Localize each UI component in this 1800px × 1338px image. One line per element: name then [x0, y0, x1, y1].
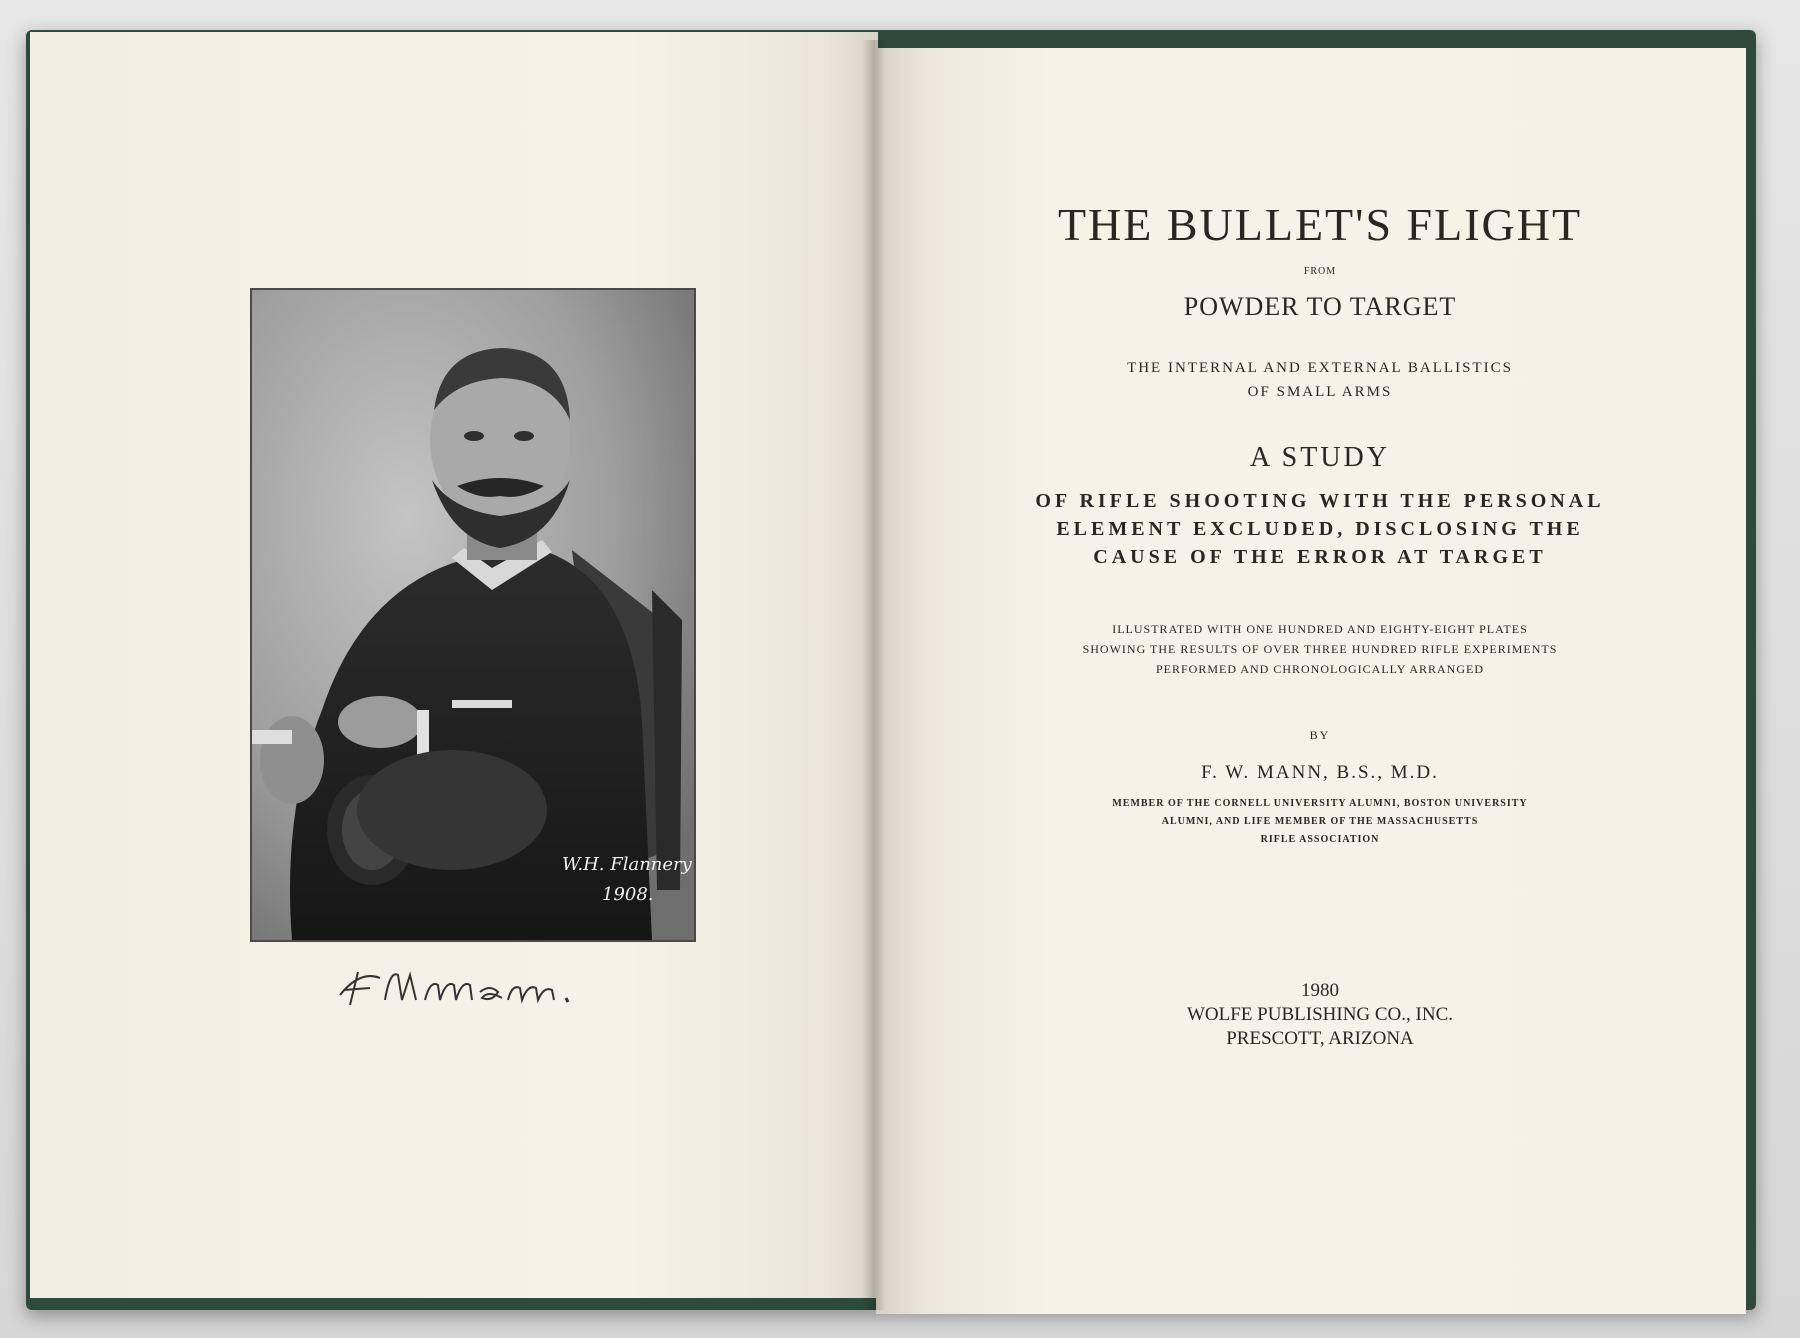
study-line-3: CAUSE OF THE ERROR AT TARGET	[1093, 546, 1547, 568]
publisher-name: WOLFE PUBLISHING CO., INC.	[1187, 1004, 1453, 1025]
membership-line-3: RIFLE ASSOCIATION	[1260, 834, 1380, 845]
description-line-2: OF SMALL ARMS	[1247, 384, 1393, 400]
study-heading: A STUDY	[1249, 442, 1390, 473]
portrait-photo	[252, 290, 694, 940]
description-line-1: THE INTERNAL AND EXTERNAL BALLISTICS	[1127, 360, 1513, 376]
book-title: THE BULLET'S FLIGHT	[1057, 199, 1583, 250]
publication-year: 1980	[1301, 980, 1339, 1001]
author-portrait	[250, 288, 696, 942]
photographer-signature: W.H. Flannery	[562, 854, 692, 875]
illustration-line-1: ILLUSTRATED WITH ONE HUNDRED AND EIGHTY-EIGHT PLATES	[1112, 622, 1528, 636]
book-gutter	[862, 40, 886, 1310]
from-label: FROM	[1303, 266, 1337, 277]
study-line-1: OF RIFLE SHOOTING WITH THE PERSONAL	[1035, 490, 1605, 512]
illustration-line-3: PERFORMED AND CHRONOLOGICALLY ARRANGED	[1155, 662, 1485, 676]
illustration-line-2: SHOWING THE RESULTS OF OVER THREE HUNDRED RIFLE EXPERIMENTS	[1082, 642, 1558, 656]
membership-line-2: ALUMNI, AND LIFE MEMBER OF THE MASSACHUSETTS	[1161, 816, 1479, 827]
author-name: F. W. MANN, B.S., M.D.	[1201, 762, 1439, 783]
author-signature	[330, 950, 590, 1020]
book-subtitle: POWDER TO TARGET	[1183, 292, 1457, 321]
study-line-2: ELEMENT EXCLUDED, DISCLOSING THE	[1056, 518, 1584, 540]
membership-line-1: MEMBER OF THE CORNELL UNIVERSITY ALUMNI, BOSTON UNIVERSITY	[1112, 798, 1528, 809]
by-label: BY	[1309, 728, 1331, 742]
photo-year: 1908.	[602, 884, 654, 905]
publisher-location: PRESCOTT, ARIZONA	[1226, 1028, 1414, 1049]
